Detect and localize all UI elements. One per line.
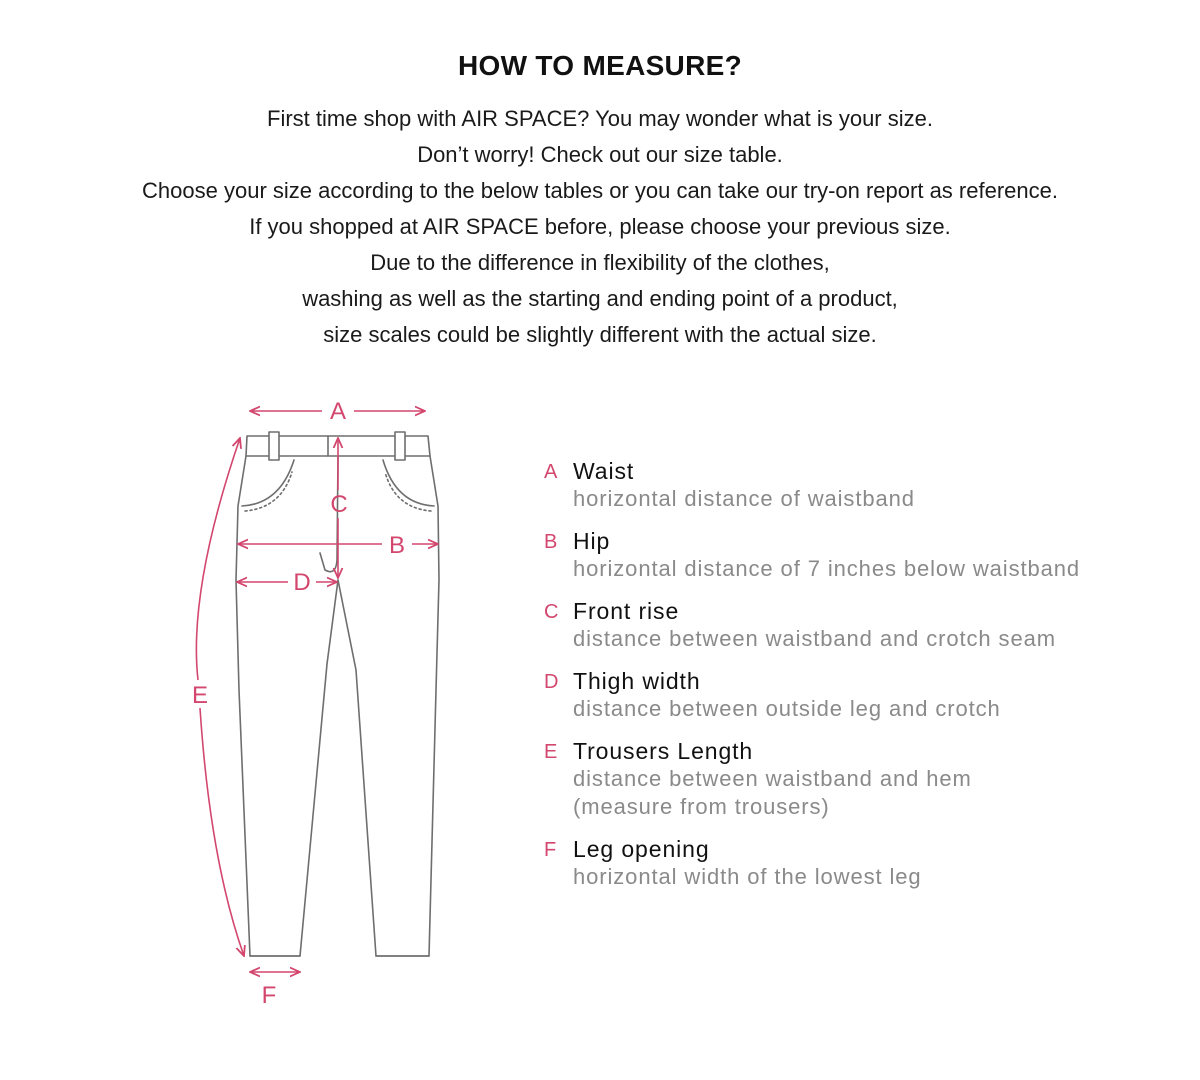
legend-description: distance between waistband and hem — [573, 766, 972, 791]
trousers-diagram — [180, 390, 470, 1020]
legend-letter: C — [544, 601, 559, 623]
legend-letter: E — [544, 741, 558, 763]
trousers-svg — [180, 390, 470, 1020]
legend-name: Thigh width — [573, 668, 701, 694]
diagram-letter-b: B — [388, 532, 406, 559]
measure-e-arc-bottom — [200, 708, 244, 956]
intro-line: washing as well as the starting and ending point of a product, — [302, 286, 898, 311]
measurement-legend — [544, 457, 1164, 905]
legend-description: horizontal width of the lowest leg — [573, 864, 922, 889]
diagram-letter-e: E — [191, 682, 209, 709]
legend-letter: F — [544, 839, 557, 861]
diagram-letter-f: F — [261, 982, 277, 1009]
legend-name: Leg opening — [573, 836, 710, 862]
legend-name: Trousers Length — [573, 738, 754, 764]
legend-item-front-rise — [544, 597, 1164, 653]
legend-description: horizontal distance of 7 inches below waistband — [573, 556, 1081, 581]
intro-line: Choose your size according to the below tables or you can take our try-on report as reference. — [142, 178, 1058, 203]
legend-letter: B — [544, 531, 558, 553]
legend-item-thigh-width — [544, 667, 1164, 723]
intro-line: size scales could be slightly different with the actual size. — [323, 322, 877, 347]
intro-line: If you shopped at AIR SPACE before, please choose your previous size. — [249, 214, 951, 239]
page-title: HOW TO MEASURE? — [458, 50, 742, 81]
intro-text — [0, 101, 1200, 353]
legend-description: horizontal distance of waistband — [573, 486, 915, 511]
legend-item-waist — [544, 457, 1164, 513]
intro-line: First time shop with AIR SPACE? You may wonder what is your size. — [267, 106, 933, 131]
legend-description: distance between waistband and crotch seam — [573, 626, 1056, 651]
measure-e-arc-top — [196, 438, 240, 680]
measurement-lines — [196, 411, 438, 972]
legend-item-hip — [544, 527, 1164, 583]
legend-description: distance between outside leg and crotch — [573, 696, 1001, 721]
legend-letter: D — [544, 671, 559, 693]
legend-letter: A — [544, 461, 558, 483]
legend-name: Waist — [573, 458, 635, 484]
legend-name: Front rise — [573, 598, 680, 624]
diagram-letter-c: C — [330, 491, 348, 518]
legend-item-trousers-length — [544, 737, 1164, 821]
intro-line: Don’t worry! Check out our size table. — [417, 142, 783, 167]
diagram-letter-d: D — [293, 569, 311, 596]
legend-name: Hip — [573, 528, 611, 554]
legend-description: (measure from trousers) — [573, 794, 830, 819]
diagram-letter-a: A — [329, 398, 347, 425]
intro-line: Due to the difference in flexibility of the clothes, — [370, 250, 830, 275]
legend-item-leg-opening — [544, 835, 1164, 891]
